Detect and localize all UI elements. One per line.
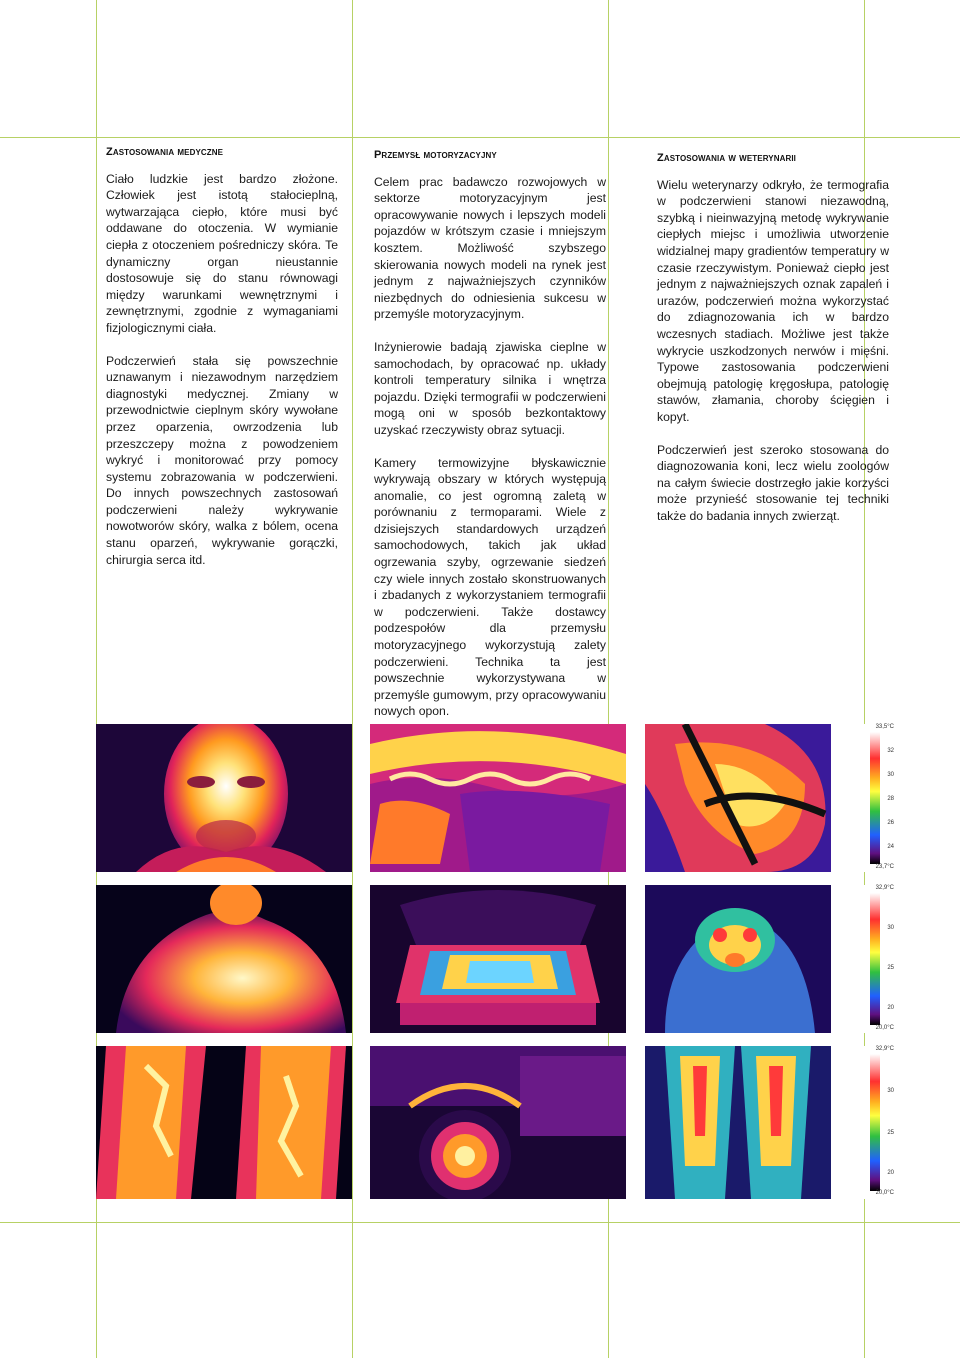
scale-tick: 32 — [887, 748, 894, 754]
section-heading: Zastosowania medyczne — [106, 146, 224, 158]
temperature-scale — [832, 885, 894, 1033]
guide-line — [352, 0, 353, 1358]
thermal-back-image — [96, 885, 352, 1033]
paragraph: Podczerwień stała się powszechnie uznawanym i niezawodnym narzędziem diagnostyki medycznej. Zmiany w przewodnictwie cieplnym skóry wywołane przez oparzenia, owrzodzenia lub przeszczepy można z powodzeniem wykryć i monitorować przy pomocy systemu zobrazowania w podczerwieni. Do innych powszechnych zastosowań podczerwieni należy wykrywanie nowotworów skóry, walka z bólem, ocena stanu oparzeń, wykrywanie gorączki, chirurgia serca itd. — [106, 353, 338, 567]
section-heading: Zastosowania w weterynarii — [657, 152, 796, 164]
column-veterinary — [657, 150, 889, 540]
temperature-scale — [832, 724, 894, 872]
scale-tick: 20 — [887, 1170, 894, 1176]
scale-tick: 20 — [887, 1005, 894, 1011]
thermal-engine-image — [370, 885, 626, 1033]
thermal-car-seat-image — [370, 724, 626, 872]
paragraph: Ciało ludzkie jest bardzo złożone. Człowiek jest istotą stałocieplną, wytwarzająca ciepło, które musi być oddawane do otoczenia. W wymianie ciepła z otoczeniem pośredniczy skóra. Te dynamiczny organ nieustannie dostosowuje się do stanu równowagi między warunkami wewnętrznymi i zewnętrznymi, zgodnie z wymaganiami fizjologicznymi ciała. — [106, 171, 338, 335]
thermal-wheel-image — [370, 1046, 626, 1199]
scale-tick: 30 — [887, 772, 894, 778]
paragraph: Wielu weterynarzy odkryło, że termografia w podczerwieni stanowi niezawodną, szybką i nieinwazyjną metodę wykrywanie ciepłych miejsc i umożliwia utworzenie widzialnej mapy gradientów temperatury w czasie rzeczywistym. Ponieważ ciepło jest jednym z najważniejszych oznak zapaleń i urazów, podczerwień można wykorzystać do zdiagnozowania ich w bardzo wczesnych stadiach. Możliwe jest także wykrycie uszkodzonych nerwów i mięśni. Typowe zastosowania podczerwieni obejmują patologię kręgosłupa, patologię stawów, złamania, choroby ścięgien i kopyt. — [657, 177, 889, 424]
paragraph: Inżynierowie badają zjawiska cieplne w samochodach, by opracować np. układy kontroli temperatury silnika i wnętrza pojazdu. Dzięki termografii w podczerwieni mogą oni w sposób bezkontaktowy uzyskać rzeczywisty obraz sytuacji. — [374, 339, 606, 437]
section-heading: Przemysł motoryzacyjny — [374, 149, 497, 161]
temperature-scale — [832, 1046, 894, 1199]
scale-min-label: 20,0°C — [875, 1025, 894, 1031]
scale-tick: 26 — [887, 820, 894, 826]
paragraph: Celem prac badawczo rozwojowych w sektorze motoryzacyjnym jest opracowywanie nowych i lepszych modeli pojazdów w krótszym czasie i mniejszym kosztem. Możliwość szybszego skierowania nowych modeli na rynek jest jednym z najważniejszych czynników niezbędnych do odniesienia sukcesu w przemyśle motoryzacyjnym. — [374, 174, 606, 322]
paragraph: Kamery termowizyjne błyskawicznie wykrywają obszary w których występują anomalie, co jest ogromną zaletą w porównaniu z termoparami. Wiele z dzisiejszych standardowych urządzeń samochodowych, takich jak układ ogrzewania szyby, ogrzewanie siedzeń czy wiele innych zostało skonstruowanych i zbadanych z wykorzystaniem termografii w podczerwieni. Także dostawcy podzespołów dla przemysłu motoryzacyjnego wykorzystują zalety podczerwieni. Technika ta jest powszechnie wykorzystywana w przemyśle gumowym, przy opracowywaniu nowych opon. — [374, 455, 606, 719]
thermal-dog-image — [645, 885, 831, 1033]
scale-tick: 24 — [887, 844, 894, 850]
thermal-horse-head-image — [645, 724, 831, 872]
column-automotive — [374, 147, 606, 736]
scale-tick: 25 — [887, 1130, 894, 1136]
scale-max-label: 32,9°C — [875, 1046, 894, 1052]
scale-tick: 30 — [887, 925, 894, 931]
scale-max-label: 33,5°C — [875, 724, 894, 730]
scale-max-label: 32,9°C — [875, 885, 894, 891]
scale-tick: 30 — [887, 1088, 894, 1094]
thermal-horse-legs-image — [645, 1046, 831, 1199]
scale-tick: 25 — [887, 965, 894, 971]
thermal-face-image — [96, 724, 352, 872]
scale-tick: 28 — [887, 796, 894, 802]
column-medical — [106, 144, 338, 584]
scale-min-label: 20,0°C — [875, 1190, 894, 1196]
thermal-arms-image — [96, 1046, 352, 1199]
scale-min-label: 23,7°C — [875, 864, 894, 870]
guide-line — [0, 137, 960, 138]
paragraph: Podczerwień jest szeroko stosowana do diagnozowania koni, lecz wielu zoologów na całym świecie dostrzegło jakie korzyści może przynieść stosowanie tej techniki także do badania innych zwierząt. — [657, 442, 889, 523]
guide-line — [0, 1222, 960, 1223]
